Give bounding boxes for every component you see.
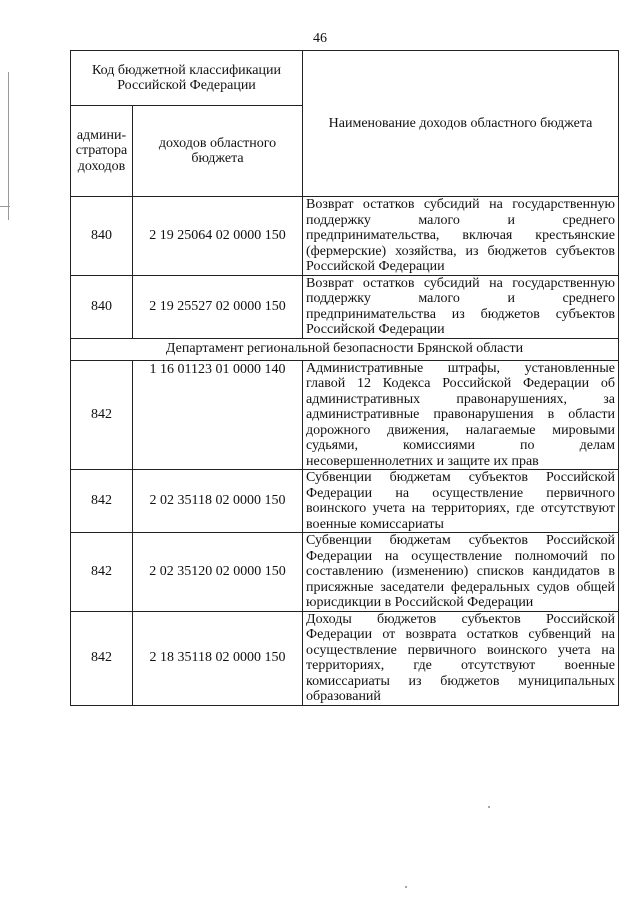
budget-code-cell: 2 19 25064 02 0000 150 [133, 197, 303, 276]
scan-margin-tick [0, 206, 10, 207]
admin-code-cell: 842 [71, 470, 133, 533]
table-row [71, 197, 619, 276]
budget-code-cell: 2 19 25527 02 0000 150 [133, 275, 303, 338]
income-name-cell: Субвенции бюджетам субъектов Российской Федерации на осуществление первичного воинского учета на территориях, где отсутствуют военные комиссариаты [303, 470, 619, 533]
budget-code-cell: 2 02 35118 02 0000 150 [133, 470, 303, 533]
scan-speck [405, 886, 407, 888]
table-row [71, 611, 619, 705]
income-name-cell: Возврат остатков субсидий на государственную поддержку малого и среднего предпринимательства, включая крестьянские (фермерские) хозяйства, из бюджетов субъектов Российской Федерации [303, 197, 619, 276]
admin-column-header: админи-стратора доходов [71, 106, 133, 197]
budget-code-cell: 1 16 01123 01 0000 140 [133, 360, 303, 470]
income-column-header: доходов областного бюджета [133, 106, 303, 197]
admin-code-cell: 840 [71, 275, 133, 338]
budget-code-cell: 2 02 35120 02 0000 150 [133, 533, 303, 612]
name-column-header: Наименование доходов областного бюджета [303, 51, 619, 197]
table-row [71, 360, 619, 470]
page-number: 46 [313, 31, 327, 46]
header-row-group [71, 51, 619, 106]
table-row [71, 275, 619, 338]
table-row [71, 470, 619, 533]
income-name-cell: Возврат остатков субсидий на государственную поддержку малого и среднего предпринимательства из бюджетов субъектов Российской Федерации [303, 275, 619, 338]
budget-code-cell: 2 18 35118 02 0000 150 [133, 611, 303, 705]
income-name-cell: Субвенции бюджетам субъектов Российской Федерации на осуществление полномочий по составлению (изменению) списков кандидатов в присяжные заседатели федеральных судов общей юрисдикции в Российской Федерации [303, 533, 619, 612]
income-name-cell: Административные штрафы, установленные главой 12 Кодекса Российской Федерации об административных правонарушениях, за административные правонарушения в области дорожного движения, налагаемые мировыми судьями, комиссиями по делам несовершеннолетних и защите их прав [303, 360, 619, 470]
admin-code-cell: 840 [71, 197, 133, 276]
scan-speck [488, 806, 490, 808]
admin-code-cell: 842 [71, 533, 133, 612]
revenue-table [70, 50, 619, 706]
admin-code-cell: 842 [71, 611, 133, 705]
section-title: Департамент региональной безопасности Брянской области [71, 338, 619, 360]
section-row [71, 338, 619, 360]
income-name-cell: Доходы бюджетов субъектов Российской Федерации от возврата остатков субвенций на осуществление первичного воинского учета на территориях, где отсутствуют военные комиссариаты из бюджетов муниципальных образований [303, 611, 619, 705]
scan-margin-line [8, 72, 9, 220]
code-group-header: Код бюджетной классификации Российской Федерации [71, 51, 303, 106]
table-row [71, 533, 619, 612]
admin-code-cell: 842 [71, 360, 133, 470]
